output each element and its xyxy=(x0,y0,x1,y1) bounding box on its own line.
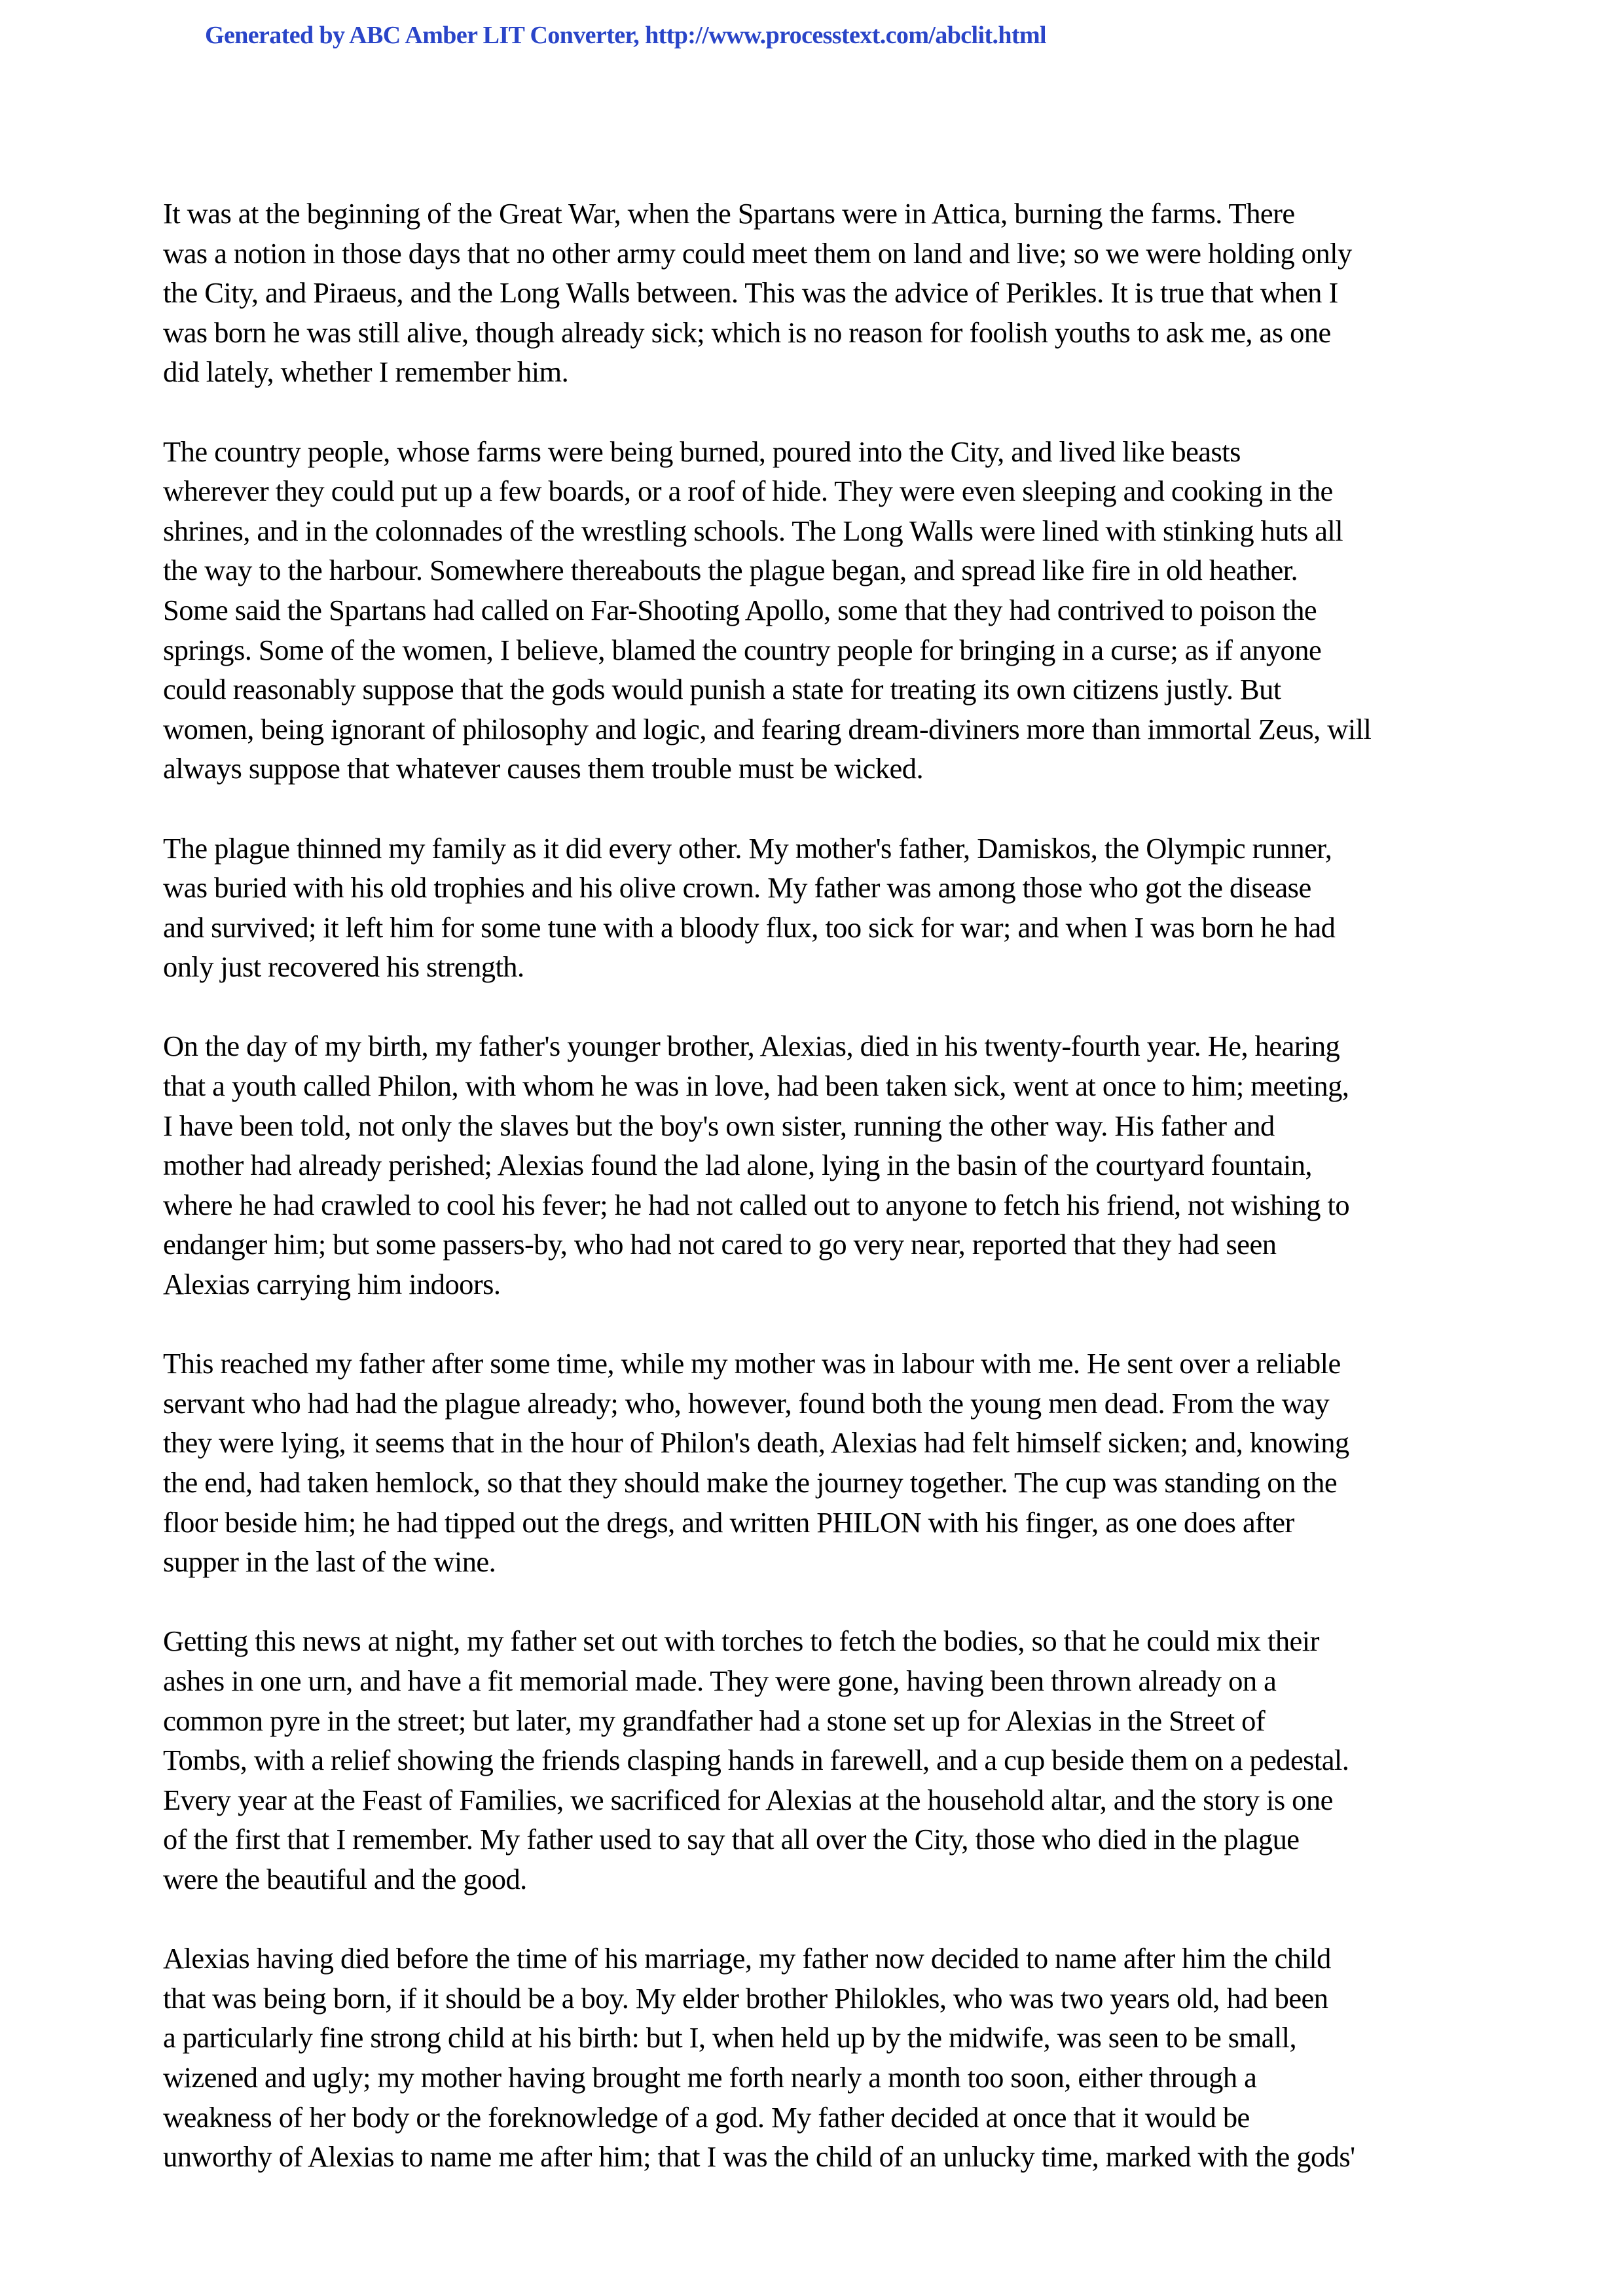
paragraph-6: Getting this news at night, my father set out with torches to fetch the bodies, so that he could mix their ashes in one urn, and have a fit memorial made. They were gone, having been thrown already on a common pyre in the street; but later, my grandfather had a stone set up for Alexias in the Street of Tombs, with a relief showing the friends clasping hands in farewell, and a cup beside them on a pedestal. Every year at the Feast of Families, we sacrificed for Alexias at the household altar, and the story is one of the first that I remember. My father used to say that all over the City, those who died in the plague were the beautiful and the good. xyxy=(163,1624,1349,1895)
converter-header-link[interactable]: Generated by ABC Amber LIT Converter, http://www.processtext.com/abclit.html xyxy=(205,22,1047,49)
paragraph-4: On the day of my birth, my father's younger brother, Alexias, died in his twenty-fourth year. He, hearing that a youth called Philon, with whom he was in love, had been taken sick, went at once to him; meeting, I have been told, not only the slaves but the boy's own sister, running the other way. His father and mother had already perished; Alexias found the lad alone, lying in the basin of the courtyard fountain, where he had crawled to cool his fever; he had not called out to anyone to fetch his friend, not wishing to endanger him; but some passers-by, who had not cared to go very near, reported that they had seen Alexias carrying him indoors. xyxy=(163,1030,1350,1301)
document-body xyxy=(163,194,1466,2216)
paragraph-2: The country people, whose farms were being burned, poured into the City, and lived like beasts wherever they could put up a few boards, or a roof of hide. They were even sleeping and cooking in the shrines, and in the colonnades of the wrestling schools. The Long Walls were lined with stinking huts all the way to the harbour. Somewhere thereabouts the plague began, and spread like fire in old heather. Some said the Spartans had called on Far-Shooting Apollo, some that they had contrived to poison the springs. Some of the women, I believe, blamed the country people for bringing in a curse; as if anyone could reasonably suppose that the gods would punish a state for treating its own citizens justly. But women, being ignorant of philosophy and logic, and fearing dream-diviners more than immortal Zeus, will always suppose that whatever causes them trouble must be wicked. xyxy=(163,435,1372,785)
paragraph-7: Alexias having died before the time of his marriage, my father now decided to name after him the child that was being born, if it should be a boy. My elder brother Philokles, who was two years old, had been a particularly fine strong child at his birth: but I, when held up by the midwife, was seen to be small, wizened and ugly; my mother having brought me forth nearly a month too soon, either through a weakness of her body or the foreknowledge of a god. My father decided at once that it would be unworthy of Alexias to name me after him; that I was the child of an unlucky time, marked with the gods' xyxy=(163,1942,1355,2174)
paragraph-3: The plague thinned my family as it did every other. My mother's father, Damiskos, the Olympic runner, was buried with his old trophies and his olive crown. My father was among those who got the disease and survived; it left him for some tune with a bloody flux, too sick for war; and when I was born he had only just recovered his strength. xyxy=(163,831,1336,984)
paragraph-1: It was at the beginning of the Great War, when the Spartans were in Attica, burning the farms. There was a notion in those days that no other army could meet them on land and live; so we were holding only the City, and Piraeus, and the Long Walls between. This was the advice of Perikles. It is true that when I was born he was still alive, though already sick; which is no reason for foolish youths to ask me, as one did lately, whether I remember him. xyxy=(163,197,1352,389)
paragraph-5: This reached my father after some time, while my mother was in labour with me. He sent over a reliable servant who had had the plague already; who, however, found both the young men dead. From the way they were lying, it seems that in the hour of Philon's death, Alexias had felt himself sicken; and, knowing the end, had taken hemlock, so that they should make the journey together. The cup was standing on the floor beside him; he had tipped out the dregs, and written PHILON with his finger, as one does after supper in the last of the wine. xyxy=(163,1347,1349,1579)
